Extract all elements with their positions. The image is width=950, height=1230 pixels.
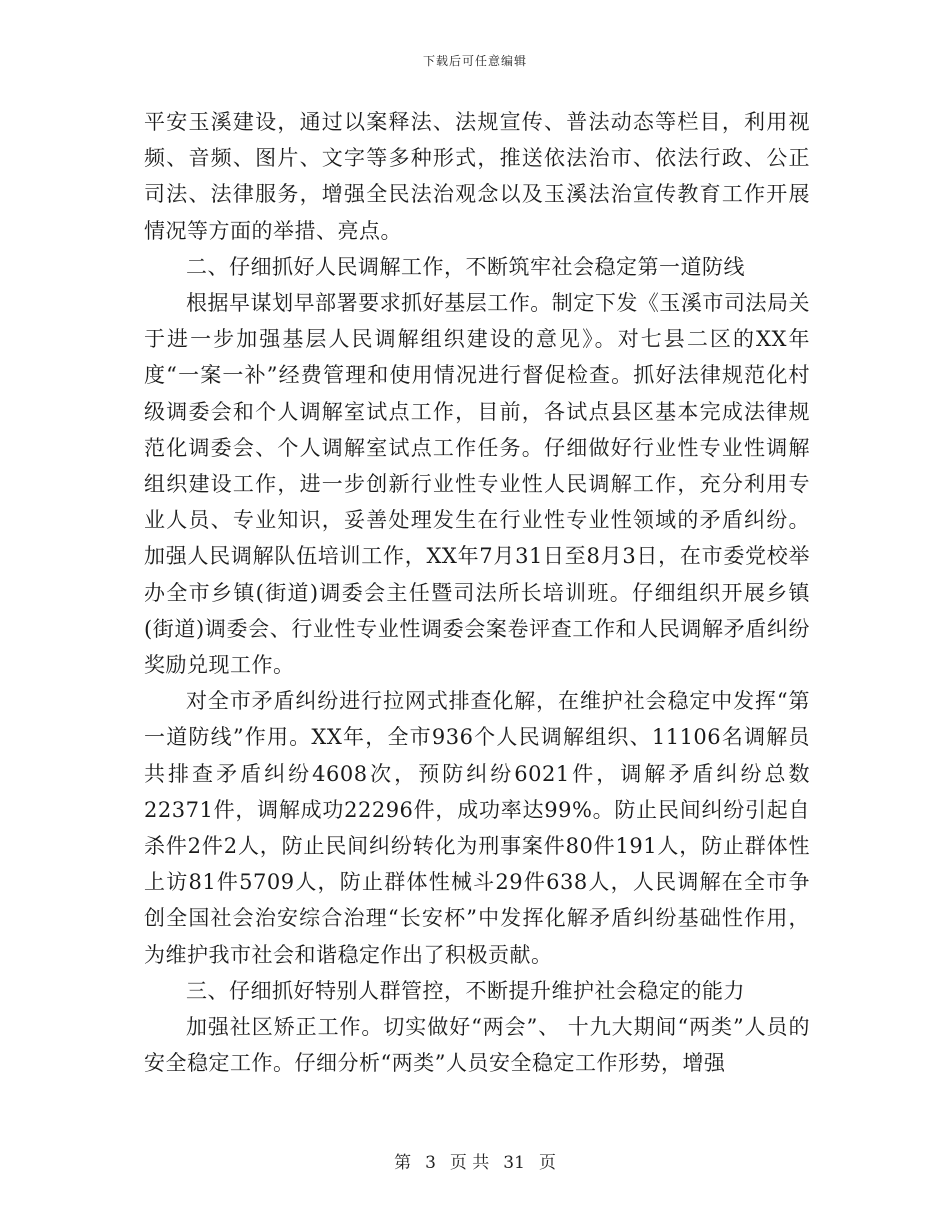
page-footer (0, 1148, 950, 1173)
section-heading-3: 三、仔细抓好特别人群管控，不断提升维护社会稳定的能力 (186, 978, 745, 1003)
paragraph-grassroots-work: 根据早谋划早部署要求抓好基层工作。制定下发《玉溪市司法局关于进一步加强基层人民调解组织建设的意见》。对七县二区的XX年度“一案一补”经费管理和使用情况进行督促检查。抓好法律规范化村级调委会和个人调解室试点工作，目前，各试点县区基本完成法律规范化调委会、个人调解室试点工作任务。仔细做好行业性专业性调解组织建设工作，进一步创新行业性专业性人民调解工作，充分利用专业人员、专业知识，妥善处理发生在行业性专业性领域的矛盾纠纷。加强人民调解队伍培训工作，XX年7月31日至8月3日，在市委党校举办全市乡镇(街道)调委会主任暨司法所长培训班。仔细组织开展乡镇(街道)调委会、行业性专业性调委会案卷评查工作和人民调解矛盾纠纷奖励兑现工作。 (144, 291, 810, 678)
paragraph-community-correction: 加强社区矫正工作。切实做好“两会”、 十九大期间“两类”人员的安全稳定工作。仔细分析“两类”人员安全稳定工作形势，增强 (144, 1015, 810, 1076)
document-body (144, 104, 810, 1081)
paragraph-dispute-statistics: 对全市矛盾纠纷进行拉网式排查化解，在维护社会稳定中发挥“第一道防线”作用。XX年，全市936个人民调解组织、11106名调解员共排查矛盾纠纷4608次，预防纠纷6021件，调解矛盾纠纷总数22371件，调解成功22296件，成功率达99%。防止民间纠纷引起自杀件2件2人，防止民间纠纷转化为刑事案件80件191人，防止群体性上访81件5709人，防止群体性械斗29件638人，人民调解在全市争创全国社会治安综合治理“长安杯”中发挥化解矛盾纠纷基础性作用，为维护我市社会和谐稳定作出了积极贡献。 (144, 689, 810, 967)
page-header: 下载后可任意编辑 (422, 54, 527, 68)
footer-prefix: 第 (394, 1153, 412, 1173)
section-heading-2: 二、仔细抓好人民调解工作，不断筑牢社会稳定第一道防线 (186, 254, 745, 279)
current-page-number: 3 (425, 1153, 436, 1173)
paragraph-intro: 平安玉溪建设，通过以案释法、法规宣传、普法动态等栏目，利用视频、音频、图片、文字等多种形式，推送依法治市、依法行政、公正司法、法律服务，增强全民法治观念以及玉溪法治宣传教育工作开展情况等方面的举措、亮点。 (144, 110, 810, 243)
footer-suffix: 页 (538, 1153, 556, 1173)
total-pages-number: 31 (503, 1153, 525, 1173)
footer-middle: 页 共 (449, 1153, 490, 1173)
